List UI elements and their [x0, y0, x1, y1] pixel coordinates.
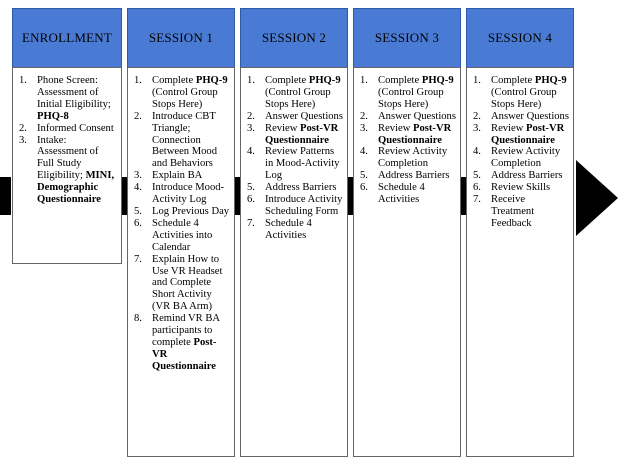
step-text-part: Address Barriers [491, 170, 563, 182]
step-text [378, 170, 456, 182]
step-item [360, 170, 456, 182]
step-text [37, 123, 117, 135]
session-4-steps-box [466, 67, 574, 457]
step-text-bold: PHQ-9 [308, 75, 341, 86]
session-1-header-wrap [127, 8, 235, 68]
step-number: 1. [473, 75, 481, 86]
step-text-part: Schedule 4 Activities [265, 217, 312, 241]
step-number: 3. [473, 122, 481, 134]
session-4-step-list [473, 75, 569, 230]
step-item [360, 123, 456, 147]
step-number: 4. [360, 146, 368, 158]
step-text-part: Explain How to Use VR Headset and Complete Short Activity (VR BA Arm) [152, 253, 223, 313]
step-item [247, 182, 343, 194]
step-text-bold: MINI, Demographic Questionnaire [37, 170, 115, 206]
step-text-part: Log Previous Day [152, 205, 230, 217]
step-text-part: Complete [265, 75, 309, 86]
step-text-part: Review Skills [491, 182, 551, 194]
step-number: 2. [473, 110, 481, 122]
step-text-bold: PHQ-9 [421, 75, 454, 86]
step-text-part: Introduce Mood-Activity Log [152, 182, 225, 206]
step-item [473, 111, 569, 123]
step-number: 1. [134, 75, 142, 86]
session-1-steps-box [127, 67, 235, 457]
step-item [360, 111, 456, 123]
enrollment-header: ENROLLMENT [12, 8, 122, 68]
step-item [473, 75, 569, 111]
step-text [152, 170, 230, 182]
session-4-header-wrap [466, 8, 574, 68]
step-item [134, 170, 230, 182]
session-2-header: SESSION 2 [240, 8, 348, 68]
step-text [265, 123, 343, 147]
step-number: 6. [360, 182, 368, 194]
step-number: 2. [134, 110, 142, 122]
session-3-header: SESSION 3 [353, 8, 461, 68]
step-item [19, 75, 117, 123]
step-item [360, 182, 456, 206]
step-item [134, 218, 230, 254]
step-number: 2. [247, 110, 255, 122]
step-text [491, 123, 569, 147]
step-number: 3. [247, 122, 255, 134]
step-text-part: (Control Group Stops Here) [152, 86, 218, 110]
step-text [152, 111, 230, 171]
step-text [152, 206, 230, 218]
step-text-part: Phone Screen: Assessment of Initial Eligibility; [37, 75, 111, 110]
step-item [247, 75, 343, 111]
step-text [378, 111, 456, 123]
step-number: 5. [360, 170, 368, 182]
step-text [37, 135, 117, 206]
step-item [473, 182, 569, 194]
step-text-bold: PHQ-8 [37, 110, 69, 122]
step-item [247, 146, 343, 182]
step-text-bold: Post-VR Questionnaire [491, 122, 565, 146]
step-number: 3. [360, 122, 368, 134]
step-number: 5. [473, 170, 481, 182]
step-text [265, 75, 343, 111]
step-number: 3. [134, 170, 142, 182]
step-number: 1. [360, 75, 368, 86]
step-text-part: Address Barriers [378, 170, 450, 182]
step-item [134, 313, 230, 373]
step-number: 7. [247, 217, 255, 229]
step-text [152, 182, 230, 206]
step-text-bold: PHQ-9 [195, 75, 228, 86]
step-number: 6. [134, 217, 142, 229]
step-text-part: Review Activity Completion [491, 146, 561, 170]
step-item [473, 123, 569, 147]
step-text-part: Schedule 4 Activities into Calendar [152, 217, 213, 253]
step-text-bold: PHQ-9 [534, 75, 567, 86]
step-number: 5. [134, 205, 142, 217]
step-text [491, 75, 569, 111]
step-text-part: Review [491, 122, 527, 134]
step-text-part: Remind VR BA participants to complete [152, 313, 220, 348]
step-item [134, 254, 230, 314]
step-number: 1. [19, 75, 27, 86]
step-text-bold: Post-VR Questionnaire [378, 122, 452, 146]
step-number: 2. [19, 122, 27, 134]
step-text [491, 146, 569, 170]
session-1-step-list [134, 75, 230, 373]
step-number: 1. [247, 75, 255, 86]
step-text-part: Answer Questions [265, 110, 343, 122]
step-text-part: Complete [152, 75, 196, 86]
step-number: 3. [19, 134, 27, 146]
step-text-part: Review Patterns in Mood-Activity Log [265, 146, 340, 182]
session-2-header-wrap [240, 8, 348, 68]
step-text-part: Introduce CBT Triangle; Connection Between Mood and Behaviors [152, 110, 218, 170]
step-item [247, 111, 343, 123]
step-text-part: Schedule 4 Activities [378, 182, 425, 206]
step-item [134, 75, 230, 111]
step-text [491, 170, 569, 182]
session-3-steps-box [353, 67, 461, 457]
step-text [265, 194, 343, 218]
step-item [134, 182, 230, 206]
step-text-part: Intake: Assessment of Full Study Eligibility; [37, 134, 99, 182]
step-text-part: Answer Questions [491, 110, 569, 122]
enrollment-header-wrap [12, 8, 122, 68]
step-text [378, 182, 456, 206]
step-text-part: (Control Group Stops Here) [265, 86, 331, 110]
step-item [247, 123, 343, 147]
enrollment-step-list [19, 75, 117, 206]
step-item [134, 111, 230, 171]
step-item [19, 135, 117, 206]
step-text [491, 182, 569, 194]
step-number: 6. [247, 194, 255, 206]
step-item [360, 146, 456, 170]
step-text [152, 218, 230, 254]
step-text [152, 254, 230, 314]
session-4-header: SESSION 4 [466, 8, 574, 68]
step-text [37, 75, 117, 123]
step-item [247, 194, 343, 218]
step-text [265, 111, 343, 123]
step-number: 5. [247, 182, 255, 194]
step-number: 4. [134, 182, 142, 194]
step-text [378, 146, 456, 170]
step-text-part: Review [378, 122, 414, 134]
step-text [378, 123, 456, 147]
step-text [152, 313, 230, 373]
step-text-part: Introduce Activity Scheduling Form [265, 194, 343, 217]
step-text [378, 75, 456, 111]
step-text [265, 146, 343, 182]
step-text [491, 194, 569, 230]
step-text-part: Address Barriers [265, 182, 337, 194]
step-number: 8. [134, 313, 142, 325]
session-2-step-list [247, 75, 343, 242]
enrollment-steps-box [12, 67, 122, 264]
step-text-part: (Control Group Stops Here) [491, 86, 557, 110]
step-text-part: Complete [378, 75, 422, 86]
step-text-part: Receive Treatment Feedback [491, 194, 535, 229]
step-number: 6. [473, 182, 481, 194]
step-text-part: Explain BA [152, 170, 203, 182]
step-item [134, 206, 230, 218]
flow-arrow-tail [0, 177, 11, 215]
step-number: 7. [473, 194, 481, 206]
step-text-bold: Post-VR Questionnaire [152, 336, 217, 372]
step-item [247, 218, 343, 242]
step-text-bold: Post-VR Questionnaire [265, 122, 339, 146]
step-text-part: Answer Questions [378, 110, 456, 122]
step-item [473, 146, 569, 170]
step-text-part: Informed Consent [37, 122, 114, 134]
step-item [473, 170, 569, 182]
step-text [265, 182, 343, 194]
session-2-steps-box [240, 67, 348, 457]
step-number: 4. [247, 146, 255, 158]
step-number: 2. [360, 110, 368, 122]
session-3-header-wrap [353, 8, 461, 68]
step-number: 4. [473, 146, 481, 158]
session-1-header: SESSION 1 [127, 8, 235, 68]
step-text-part: (Control Group Stops Here) [378, 86, 444, 110]
session-3-step-list [360, 75, 456, 206]
step-text [265, 218, 343, 242]
step-text [152, 75, 230, 111]
flow-arrow-head [576, 160, 618, 236]
step-text-part: Review Activity Completion [378, 146, 448, 170]
step-item [360, 75, 456, 111]
step-text-part: Review [265, 122, 301, 134]
step-text-part: Complete [491, 75, 535, 86]
step-number: 7. [134, 253, 142, 265]
step-item [473, 194, 569, 230]
step-item [19, 123, 117, 135]
step-text [491, 111, 569, 123]
